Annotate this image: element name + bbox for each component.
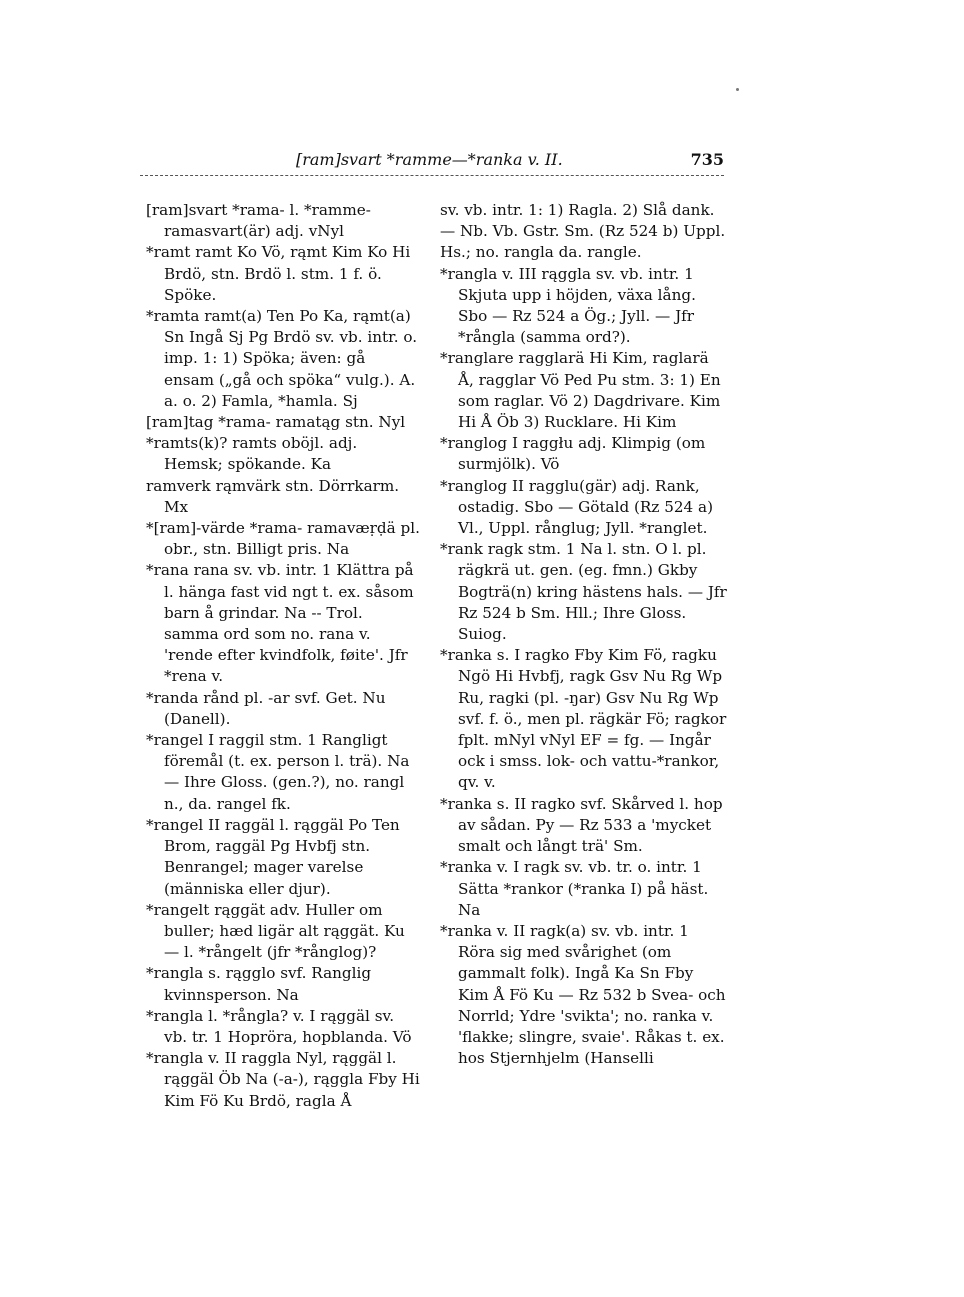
page-number: 735	[690, 150, 724, 169]
dictionary-entry: [ram]tag *rama- ramatąg stn. Nyl	[146, 413, 406, 432]
dictionary-entry: sv. vb. intr. 1: 1) Ragla. 2) Slå dank. — Nb. Vb. Gstr. Sm. (Rz 524 b) Uppl. Hs.; no. rangla da. rangle.	[440, 201, 726, 262]
dictionary-entry: *ranka s. I ragko Fby Kim Fö, ragku Ngö Hi Hvbfj, ragk Gsv Nu Rg Wp Ru, ragki (pl. -ŋar) Gsv Nu Rg Wp svf. f. ö., men pl. rägkär Fö; ragkor fplt. mNyl vNyl EF = fg. — Ingår ock i smss. lok- och vattu-*rankor, qv. v.	[440, 646, 727, 792]
dictionary-entry: *ramts(k)? ramts oböjl. adj. Hemsk; spökande. Ka	[146, 434, 358, 474]
dictionary-entry: *ranglog II ragglu(gär) adj. Rank, ostadig. Sbo — Götald (Rz 524 a) Vl., Uppl. rånglug; Jyll. *ranglet.	[440, 476, 713, 538]
dictionary-entry: *rangelt rąggät adv. Huller om buller; hæd ligär alt rąggät. Ku — l. *rångelt (jfr *rånglog)?	[146, 900, 405, 962]
dictionary-entry: [ram]svart *rama- l. *ramme- ramasvart(är) adj. vNyl	[146, 201, 371, 241]
dictionary-entry: *ranglog I raggłu adj. Klimpig (om surmjölk). Vö	[440, 434, 706, 474]
dictionary-entry: *rangel I raggil stm. 1 Rangligt föremål (t. ex. person l. trä). Na — Ihre Gloss. (gen.?), no. rangl n., da. rangel fk.	[146, 731, 410, 813]
dictionary-entry: *[ram]-värde *rama- ramavæṛḍä pl. obr., stn. Billigt pris. Na	[146, 519, 420, 559]
header-rule	[140, 175, 724, 176]
dictionary-entry: *ramt ramt Ko Vö, rąmt Kim Ko Hi Brdö, stn. Brdö l. stm. 1 f. ö. Spöke.	[146, 243, 411, 304]
dictionary-entry: *rangla v. II raggla Nyl, rąggäl l. rąggäl Öb Na (-a-), rąggla Fby Hi Kim Fö Ku Brdö, ragla Å	[146, 1049, 420, 1110]
left-column	[146, 200, 420, 1112]
dictionary-entry: *ranka s. II ragko svf. Skårved l. hop av sådan. Py — Rz 533 a 'mycket smalt och långt trä' Sm.	[440, 794, 723, 856]
dictionary-entry: *rangel II raggäl l. rąggäl Po Ten Brom, raggäl Pg Hvbfj stn. Benrangel; mager varelse (människa eller djur).	[146, 815, 400, 898]
dictionary-entry: ramverk rąmvärk stn. Dörrkarm. Mx	[146, 476, 400, 516]
page-header	[140, 150, 724, 176]
dictionary-entry: *rangla s. rągglo svf. Ranglig kvinnsperson. Na	[146, 964, 372, 1004]
dictionary-entry: *rangla v. III rąggla sv. vb. intr. 1 Skjuta upp i höjden, växa lång. Sbo — Rz 524 a Ög.; Jyll. — Jfr *rångla (samma ord?).	[440, 264, 696, 347]
dictionary-entry: *ranka v. I ragk sv. vb. tr. o. intr. 1 Sätta *rankor (*ranka I) på häst. Na	[440, 858, 709, 919]
running-title: [ram]svart *ramme—*ranka v. II.	[296, 150, 563, 169]
dictionary-entry: *ranka v. II ragk(a) sv. vb. intr. 1 Röra sig med svårighet (om gammalt folk). Ingå Ka Sn Fby Kim Å Fö Ku — Rz 532 b Svea- och Norrld; Ydre 'svikta'; no. ranka v. 'flakke; slingre, svaie'. Råkas t. ex. hos Stjernhjelm (Hanselli	[440, 921, 726, 1068]
dictionary-entry: *rana rana sv. vb. intr. 1 Klättra på l. hänga fast vid ngt t. ex. såsom barn å grindar. Na -- Trol. samma ord som no. rana v. 'rende efter kvindfolk, føite'. Jfr *rena v.	[146, 561, 414, 686]
dictionary-entry: *ranglare ragglarä Hi Kim, raglarä Å, ragglar Vö Ped Pu stm. 3: 1) En som raglar. Vö 2) Dagdrivare. Kim Hi Å Öb 3) Rucklare. Hi Kim	[440, 349, 721, 432]
dictionary-entry: *rangla l. *rångla? v. I rąggäl sv. vb. tr. 1 Hopröra, hopblanda. Vö	[146, 1006, 412, 1046]
right-column	[440, 200, 728, 1069]
speck-mark	[736, 88, 739, 91]
dictionary-entry: *ramta ramt(a) Ten Po Ka, rąmt(a) Sn Ingå Sj Pg Brdö sv. vb. intr. o. imp. 1: 1) Spöka; även: gå ensam („gå och spöka“ vulg.). A. a. o. 2) Famla, *hamla. Sj	[146, 307, 418, 410]
dictionary-entry: *randa rånd pl. -ar svf. Get. Nu (Danell).	[146, 688, 386, 728]
dictionary-entry: *rank ragk stm. 1 Na l. stn. O l. pl. rägkrä ut. gen. (eg. fmn.) Gkby Bogträ(n) kring hästens hals. — Jfr Rz 524 b Sm. Hll.; Ihre Gloss. Suiog.	[440, 540, 727, 644]
